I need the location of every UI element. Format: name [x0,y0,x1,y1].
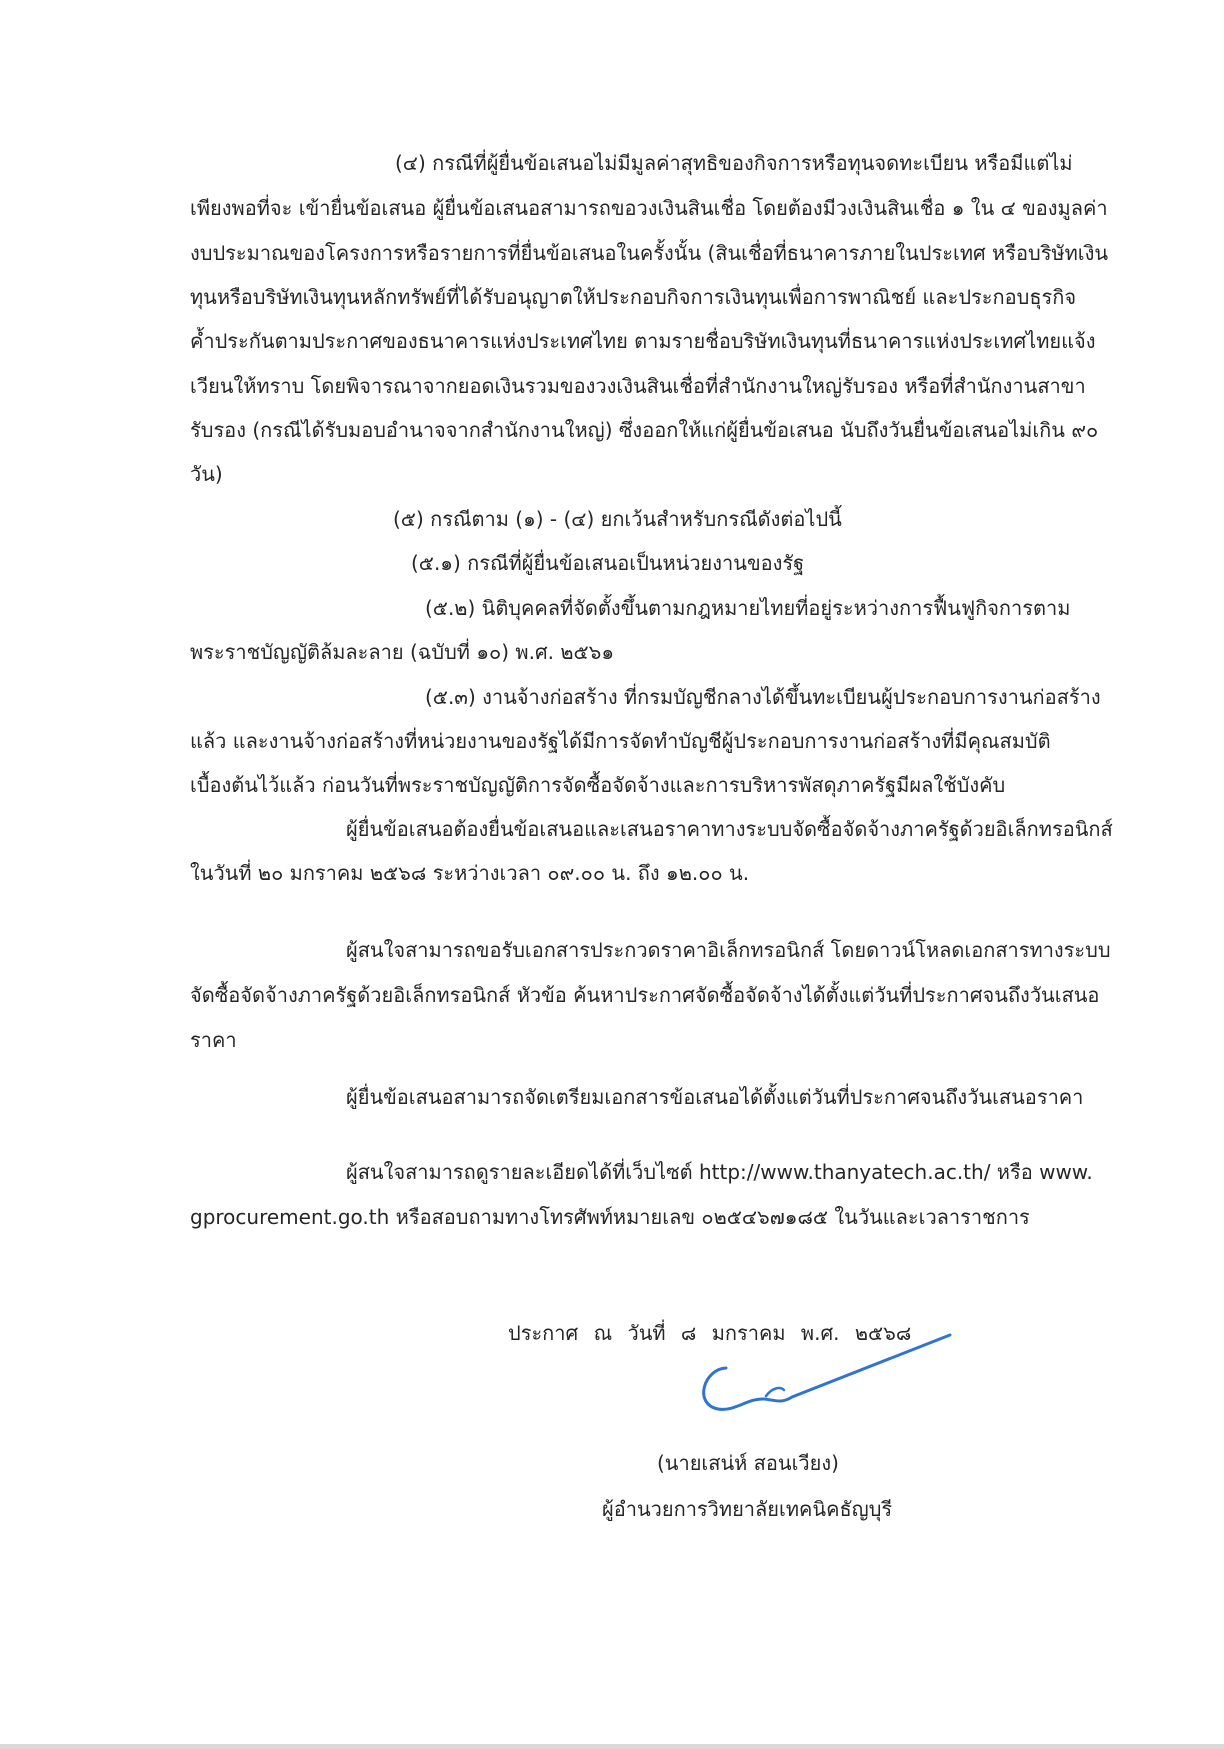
clause-4-line: งบประมาณของโครงการหรือรายการที่ยื่นข้อเสนอในครั้งนั้น (สินเชื่อที่ธนาคารภายในประเทศ หรือบริษัทเงิน [190,241,1109,265]
clause-5-3-line: (๕.๓) งานจ้างก่อสร้าง ที่กรมบัญชีกลางได้ขึ้นทะเบียนผู้ประกอบการงานก่อสร้าง [425,685,1101,709]
clause-5-3-line: แล้ว และงานจ้างก่อสร้างที่หน่วยงานของรัฐได้มีการจัดทำบัญชีผู้ประกอบการงานก่อสร้างที่มีคุณสมบัติ [190,729,1051,753]
clause-4-line: รับรอง (กรณีได้รับมอบอำนาจจากสำนักงานใหญ่) ซึ่งออกให้แก่ผู้ยื่นข้อเสนอ นับถึงวันยื่นข้อเสนอไม่เกิน ๙๐ [190,418,1099,442]
clause-4-line: เพียงพอที่จะ เข้ายื่นข้อเสนอ ผู้ยื่นข้อเสนอสามารถขอวงเงินสินเชื่อ โดยต้องมีวงเงินสินเชื่อ ๑ ใน ๔ ของมูลค่า [190,196,1108,220]
submission-schedule-line: ผู้ยื่นข้อเสนอต้องยื่นข้อเสนอและเสนอราคาทางระบบจัดซื้อจัดจ้างภาครัฐด้วยอิเล็กทรอนิกส์ [346,817,1113,841]
contact-info-line: ผู้สนใจสามารถดูรายละเอียดได้ที่เว็บไซต์ http://www.thanyatech.ac.th/ หรือ www. [346,1160,1093,1184]
document-download-line: จัดซื้อจัดจ้างภาครัฐด้วยอิเล็กทรอนิกส์ หัวข้อ ค้นหาประกาศจัดซื้อจัดจ้างได้ตั้งแต่วันที่ประกาศจนถึงวันเสนอ [190,983,1100,1007]
clause-4-line: วัน) [190,462,223,486]
contact-info-line: gprocurement.go.th หรือสอบถามทางโทรศัพท์หมายเลข ๐๒๕๔๖๗๑๘๕ ในวันและเวลาราชการ [190,1205,1030,1229]
clause-5-3-line: เบื้องต้นไว้แล้ว ก่อนวันที่พระราชบัญญัติการจัดซื้อจัดจ้างและการบริหารพัสดุภาครัฐมีผลใช้บังคับ [190,773,1006,797]
clause-5-heading: (๕) กรณีตาม (๑) - (๔) ยกเว้นสำหรับกรณีดังต่อไปนี้ [393,507,842,531]
clause-4-line: ทุนหรือบริษัทเงินทุนหลักทรัพย์ที่ได้รับอนุญาตให้ประกอบกิจการเงินทุนเพื่อการพาณิชย์ และประกอบธุรกิจ [190,285,1077,309]
signatory-position: ผู้อำนวยการวิทยาลัยเทคนิคธัญบุรี [602,1497,893,1521]
clause-4-line: เวียนให้ทราบ โดยพิจารณาจากยอดเงินรวมของวงเงินสินเชื่อที่สำนักงานใหญ่รับรอง หรือที่สำนักงานสาขา [190,374,1086,398]
clause-5-2-line: (๕.๒) นิติบุคคลที่จัดตั้งขึ้นตามกฎหมายไทยที่อยู่ระหว่างการฟื้นฟูกิจการตาม [425,596,1071,620]
clause-5-1-item: (๕.๑) กรณีที่ผู้ยื่นข้อเสนอเป็นหน่วยงานของรัฐ [411,551,805,575]
handwritten-signature [680,1318,960,1428]
document-download-line: ผู้สนใจสามารถขอรับเอกสารประกวดราคาอิเล็กทรอนิกส์ โดยดาวน์โหลดเอกสารทางระบบ [346,938,1111,962]
scan-edge-strip [0,1744,1224,1749]
document-download-line: ราคา [190,1028,237,1052]
submission-schedule-line: ในวันที่ ๒๐ มกราคม ๒๕๖๘ ระหว่างเวลา ๐๙.๐๐ น. ถึง ๑๒.๐๐ น. [190,861,750,885]
clause-5-2-line: พระราชบัญญัติล้มละลาย (ฉบับที่ ๑๐) พ.ศ. ๒๕๖๑ [190,640,615,664]
clause-4-line: ค้ำประกันตามประกาศของธนาคารแห่งประเทศไทย ตามรายชื่อบริษัทเงินทุนที่ธนาคารแห่งประเทศไทยแจ้ง [190,329,1096,353]
preparation-note: ผู้ยื่นข้อเสนอสามารถจัดเตรียมเอกสารข้อเสนอได้ตั้งแต่วันที่ประกาศจนถึงวันเสนอราคา [346,1085,1084,1109]
announcement-date: ประกาศ ณ วันที่ ๘ มกราคม พ.ศ. ๒๕๖๘ [508,1321,912,1345]
signatory-name: (นายเสน่ห์ สอนเวียง) [657,1451,839,1475]
clause-4-line: (๔) กรณีที่ผู้ยื่นข้อเสนอไม่มีมูลค่าสุทธิของกิจการหรือทุนจดทะเบียน หรือมีแต่ไม่ [395,151,1073,175]
